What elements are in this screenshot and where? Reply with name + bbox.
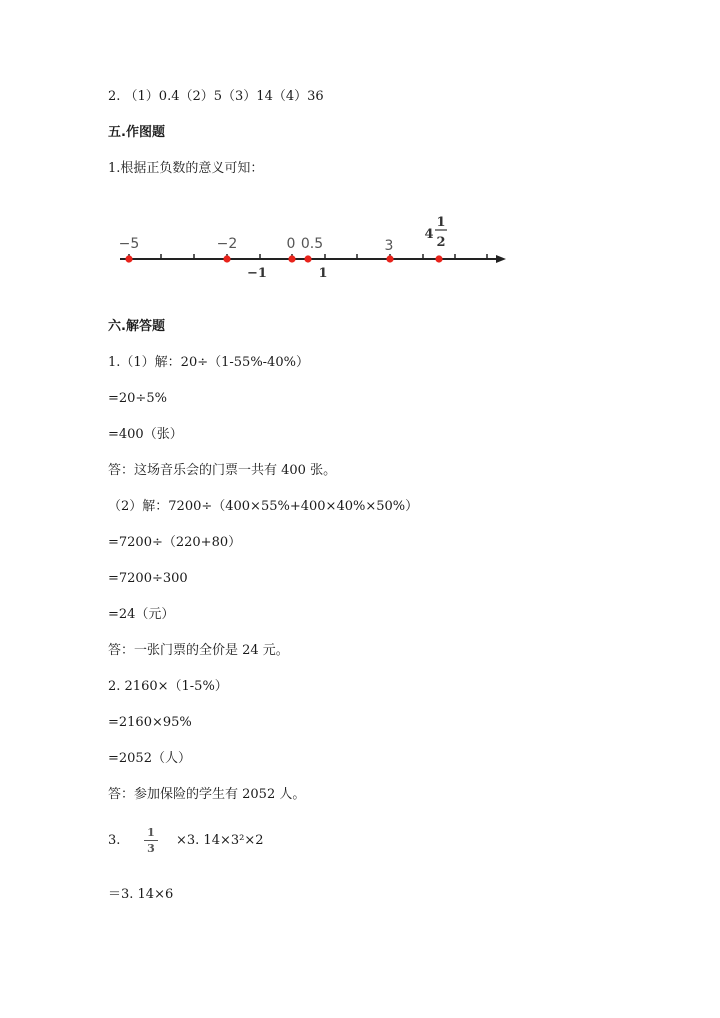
section-heading-6: 六.解答题 — [108, 319, 165, 334]
label-3: 3 — [384, 238, 394, 254]
point-zero — [288, 255, 295, 262]
solution-line: 1.（1）解：20÷（1-55%-40%） — [108, 355, 309, 370]
label-zero: 0 — [286, 236, 296, 252]
solution-line: ×3. 14×3²×2 — [176, 833, 264, 848]
point-neg5 — [125, 255, 132, 262]
solution-line: =24（元） — [108, 607, 175, 622]
number-line-arrow-icon — [496, 255, 506, 263]
fraction-bar — [144, 840, 158, 841]
label-1: 1 — [318, 266, 328, 281]
section-heading-5: 五.作图题 — [108, 125, 165, 140]
label-0-5: 0.5 — [300, 236, 324, 252]
point-3 — [386, 255, 393, 262]
point-4-1-2 — [435, 255, 442, 262]
solution-line: =2052（人） — [108, 751, 191, 766]
solution-line: =400（张） — [108, 427, 183, 442]
label-neg5: −5 — [118, 236, 140, 252]
solution-line: =20÷5% — [108, 391, 167, 406]
solution-line: （2）解：7200÷（400×55%+400×40%×50%） — [108, 499, 419, 514]
label-neg2: −2 — [216, 236, 238, 252]
solution-line: =7200÷300 — [108, 571, 188, 586]
fraction-one-third — [144, 826, 158, 855]
solution-line: =7200÷（220+80） — [108, 535, 242, 550]
label-mixed-num: 1 — [436, 215, 446, 230]
answer-line: 答：这场音乐会的门票一共有 400 张。 — [108, 463, 337, 478]
label-mixed-whole: 4 — [424, 227, 434, 242]
answer-line-2: 2. （1）0.4（2）5（3）14（4）36 — [108, 89, 324, 104]
label-neg1: −1 — [247, 266, 267, 281]
solution-line: =2160×95% — [108, 715, 192, 730]
answer-line: 答：一张门票的全价是 24 元。 — [108, 643, 289, 658]
text-line: 1.根据正负数的意义可知： — [108, 161, 264, 176]
number-line-figure — [110, 205, 510, 281]
solution-line: ＝3. 14×6 — [108, 887, 174, 902]
fraction-denominator: 3 — [147, 842, 155, 855]
point-0-5 — [304, 255, 311, 262]
item-number-3: 3. — [108, 833, 121, 848]
fraction-numerator: 1 — [147, 826, 155, 839]
solution-line: 2. 2160×（1-5%） — [108, 679, 228, 694]
point-neg2 — [223, 255, 230, 262]
label-mixed-den: 2 — [436, 235, 446, 250]
answer-line: 答：参加保险的学生有 2052 人。 — [108, 787, 306, 802]
